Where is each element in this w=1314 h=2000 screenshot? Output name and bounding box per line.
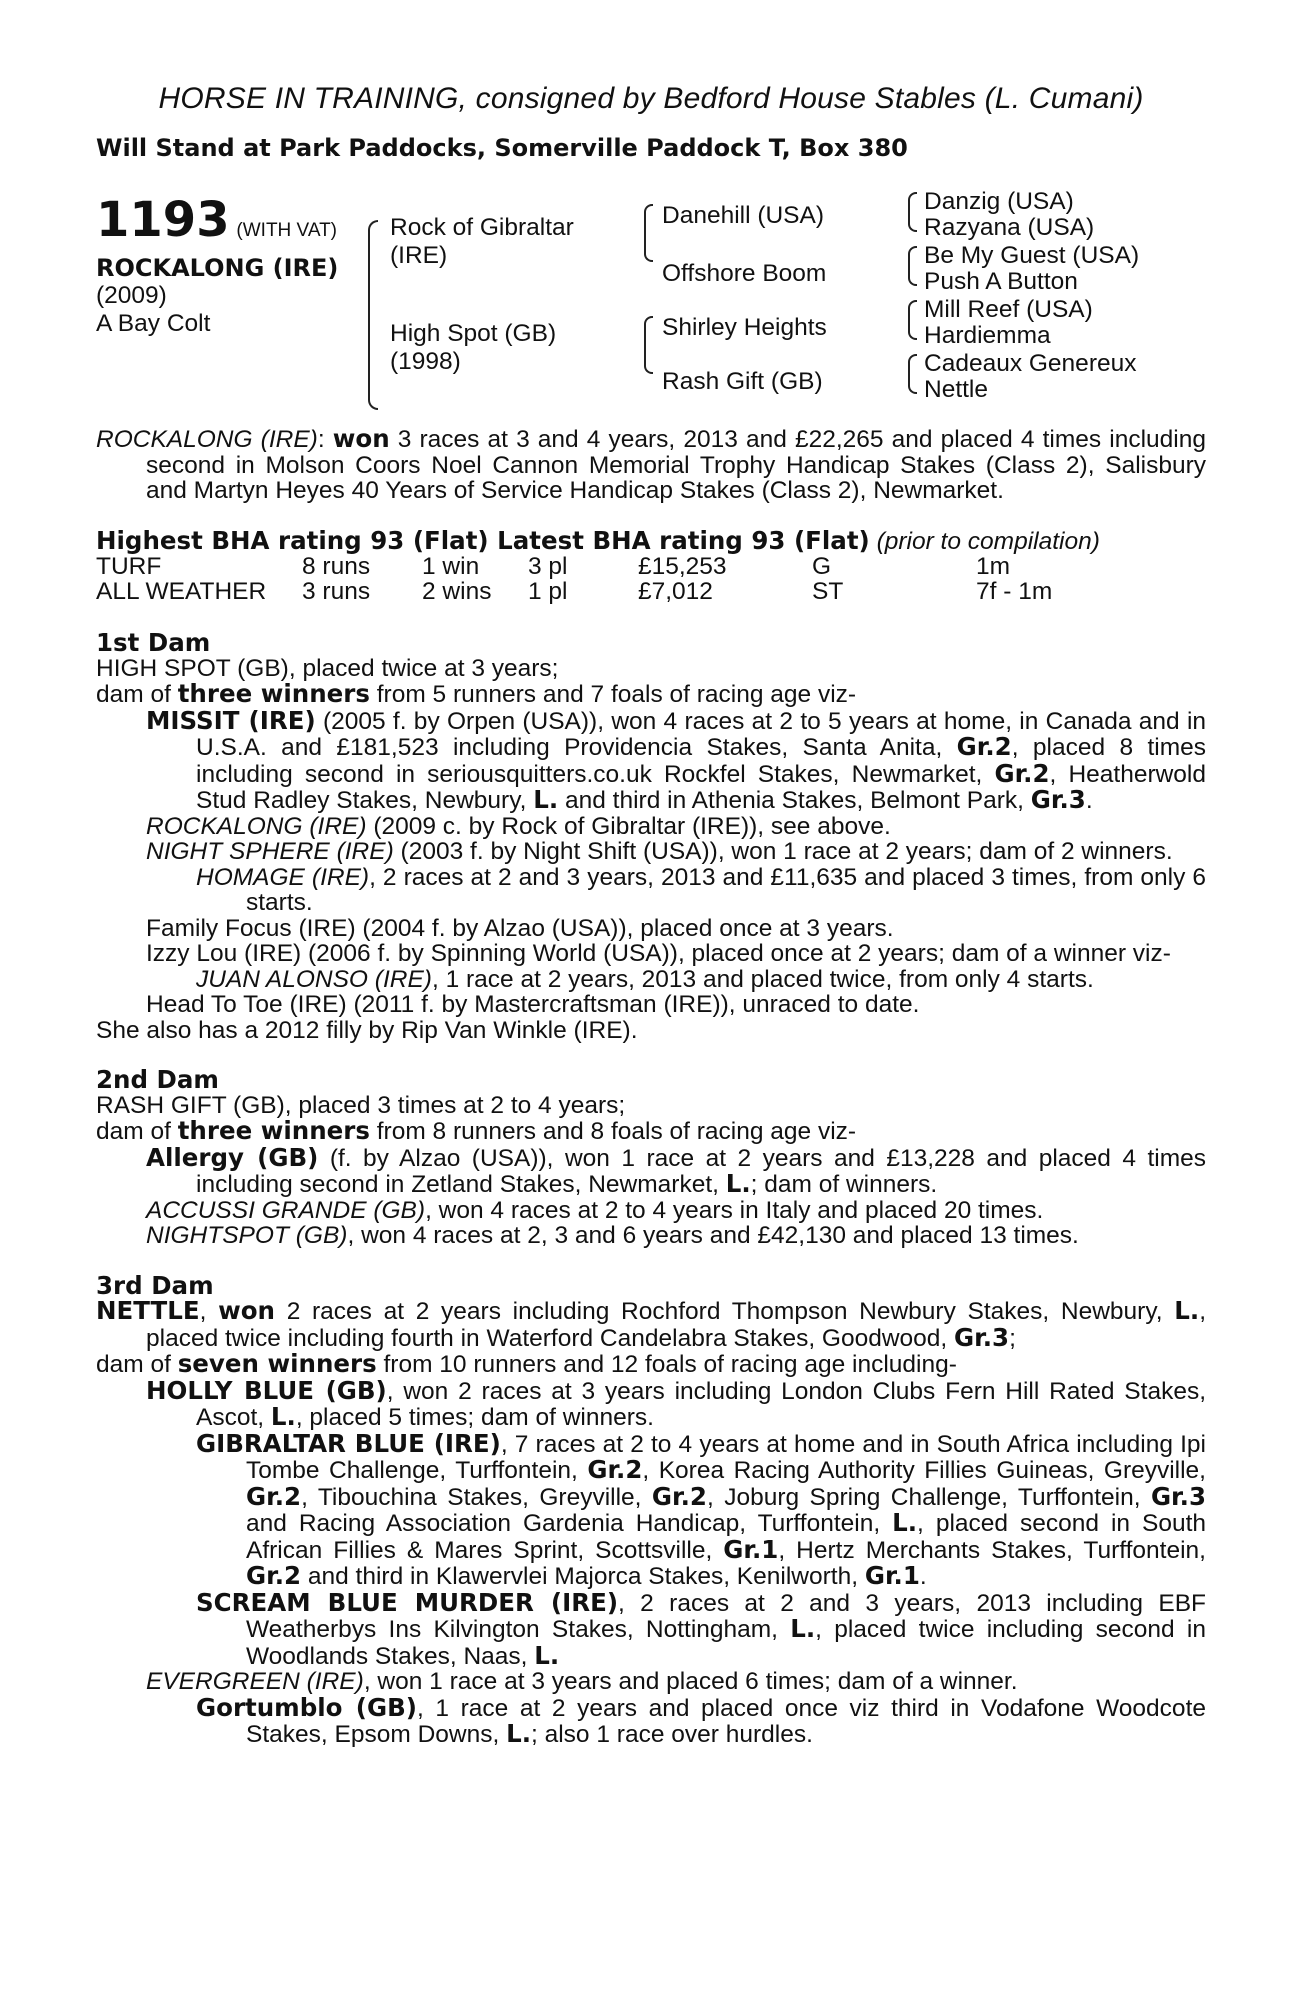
turf-going: G xyxy=(812,553,832,580)
sire: Rock of Gibraltar xyxy=(390,214,574,241)
turf-wins: 1 win xyxy=(422,553,480,580)
third-dam-produce-line: dam of seven winners from 10 runners and 12 foals of racing age including- xyxy=(96,1349,957,1378)
dam-parents-brace xyxy=(644,316,653,374)
ds-brace xyxy=(908,300,917,340)
first-dam-produce-line: dam of three winners from 5 runners and 7 foals of racing age viz- xyxy=(96,679,857,708)
sd-dam: Push A Button xyxy=(924,268,1078,295)
ss-brace xyxy=(908,192,917,232)
second-dam-produce-line: dam of three winners from 8 runners and 8 foals of racing age viz- xyxy=(96,1116,857,1145)
entry-nettle: NETTLE, won 2 races at 2 years including Rochford Thompson Newbury Stakes, Newbury, L., placed twice including fourth in Waterford Candelabra Stakes, Goodwood, Gr.3; xyxy=(96,1296,1206,1352)
catalogue-page xyxy=(96,82,1206,1748)
race-record xyxy=(96,426,1206,1748)
entry-gortumblo: Gortumblo (GB), 1 race at 2 years and placed once viz third in Vodafone Woodcote Stakes, Epsom Downs, L.; also 1 race over hurdles. xyxy=(196,1692,1206,1748)
summary-horse: ROCKALONG (IRE) xyxy=(96,426,318,453)
dd-brace xyxy=(908,354,917,394)
entry-missit: MISSIT (IRE) (2005 f. by Orpen (USA)), won 4 races at 2 to 5 years at home, in Canada and in U.S.A. and £181,523 including Providencia Stakes, Santa Anita, Gr.2, placed 8 times including second in seriousquitters.co.uk Rockfel Stakes, Newmarket, Gr.2, Heatherwold Stud Radley Stakes, Newbury, L. and third in Athenia Stakes, Belmont Park, Gr.3. xyxy=(146,705,1207,814)
aw-going: ST xyxy=(812,578,844,605)
horse-year: (2009) xyxy=(96,282,167,309)
ds-sire: Mill Reef (USA) xyxy=(924,296,1093,323)
entry-night-sphere: NIGHT SPHERE (IRE) (2003 f. by Night Shift (USA)), won 1 race at 2 years; dam of 2 winners. xyxy=(146,838,1173,865)
entry-holly-blue: HOLLY BLUE (GB), won 2 races at 3 years including London Clubs Fern Hill Rated Stakes, Ascot, L., placed 5 times; dam of winners. xyxy=(146,1375,1206,1431)
ss-dam: Razyana (USA) xyxy=(924,214,1095,241)
page-title: HORSE IN TRAINING, consigned by Bedford House Stables (L. Cumani) xyxy=(158,82,1144,115)
dam-year: (1998) xyxy=(390,348,461,375)
sire-sire: Danehill (USA) xyxy=(662,202,825,229)
first-dam-also: She also has a 2012 filly by Rip Van Winkle (IRE). xyxy=(96,1016,638,1044)
entry-family-focus: Family Focus (IRE) (2004 f. by Alzao (USA)), placed once at 3 years. xyxy=(146,914,894,942)
aw-prize: £7,012 xyxy=(638,578,713,605)
aw-distance: 7f - 1m xyxy=(976,578,1053,605)
vat-note: (WITH VAT) xyxy=(236,220,338,241)
stand-location: Will Stand at Park Paddocks, Somerville Paddock T, Box 380 xyxy=(96,134,908,162)
entry-allergy: Allergy (GB) (f. by Alzao (USA)), won 1 race at 2 years and £13,228 and placed 4 times including second in Zetland Stakes, Newmarket, L.; dam of winners. xyxy=(146,1142,1206,1198)
aw-surface: ALL WEATHER xyxy=(96,578,267,605)
dam: High Spot (GB) xyxy=(390,320,557,347)
turf-distance: 1m xyxy=(976,553,1011,580)
lot-number: 1193 xyxy=(96,192,230,248)
entry-gibraltar-blue: GIBRALTAR BLUE (IRE), 7 races at 2 to 4 years at home and in South Africa including Ipi Tombe Challenge, Turffontein, Gr.2, Korea Racing Authority Fillies Guineas, Greyville, Gr.2, Tibouchina Stakes, Greyville, Gr.2, Joburg Spring Challenge, Turffontein, Gr.3 and Racing Association Gardenia Handicap, Turffontein, L., placed second in South African Fillies & Mares Sprint, Scottsville, Gr.1, Hertz Merchants Stakes, Turffontein, Gr.2 and third in Klawervlei Majorca Stakes, Kenilworth, Gr.1. xyxy=(196,1428,1207,1590)
dd-dam: Nettle xyxy=(924,376,989,403)
aw-wins: 2 wins xyxy=(422,578,492,605)
horse-name: ROCKALONG (IRE) xyxy=(96,254,339,282)
summary-won: won xyxy=(332,424,390,453)
entry-head-to-toe: Head To Toe (IRE) (2011 f. by Mastercraftsman (IRE)), unraced to date. xyxy=(146,991,920,1018)
entry-accussi-grande: ACCUSSI GRANDE (GB), won 4 races at 2 to 4 years in Italy and placed 20 times. xyxy=(146,1196,1044,1224)
entry-rockalong: ROCKALONG (IRE) (2009 c. by Rock of Gibraltar (IRE)), see above. xyxy=(146,812,891,840)
ratings-table xyxy=(96,554,1206,606)
ss-sire: Danzig (USA) xyxy=(924,188,1074,215)
ds-dam: Hardiemma xyxy=(924,322,1051,349)
dam-dam: Rash Gift (GB) xyxy=(662,368,823,395)
entry-juan-alonso: JUAN ALONSO (IRE), 1 race at 2 years, 2013 and placed twice, from only 4 starts. xyxy=(196,965,1094,993)
dam-sire: Shirley Heights xyxy=(662,314,827,341)
horse-description: A Bay Colt xyxy=(96,310,211,337)
entry-evergreen: EVERGREEN (IRE), won 1 race at 3 years and placed 6 times; dam of a winner. xyxy=(146,1668,1018,1695)
aw-runs: 3 runs xyxy=(302,578,371,605)
turf-surface: TURF xyxy=(96,553,162,580)
pedigree-block xyxy=(96,188,1206,426)
entry-nightspot: NIGHTSPOT (GB), won 4 races at 2, 3 and 6 years and £42,130 and placed 13 times. xyxy=(146,1222,1079,1249)
third-dam-heading: 3rd Dam xyxy=(96,1270,214,1300)
entry-homage: HOMAGE (IRE), 2 races at 2 and 3 years, 2013 and £11,635 and placed 3 times, from only 6 starts. xyxy=(196,863,1206,916)
entry-izzy-lou: Izzy Lou (IRE) (2006 f. by Spinning World (USA)), placed once at 2 years; dam of a winner viz- xyxy=(146,940,1171,967)
lot-number-line xyxy=(96,192,338,248)
sire-dam-brace xyxy=(368,220,378,410)
second-dam-heading: 2nd Dam xyxy=(96,1065,219,1094)
first-dam-heading: 1st Dam xyxy=(96,628,211,657)
turf-placed: 3 pl xyxy=(528,553,568,580)
sd-brace xyxy=(908,246,917,286)
ratings-heading: Highest BHA rating 93 (Flat) Latest BHA rating 93 (Flat) (prior to compilation) xyxy=(96,525,1100,555)
sire-parents-brace xyxy=(644,204,653,262)
first-dam-line: HIGH SPOT (GB), placed twice at 3 years; xyxy=(96,654,559,682)
turf-prize: £15,253 xyxy=(638,553,727,580)
dd-sire: Cadeaux Genereux xyxy=(924,350,1137,377)
entry-scream-blue-murder: SCREAM BLUE MURDER (IRE), 2 races at 2 and 3 years, 2013 including EBF Weatherbys Ins Kilvington Stakes, Nottingham, L., placed twice including second in Woodlands Stakes, Naas, L. xyxy=(196,1587,1207,1670)
second-dam-line: RASH GIFT (GB), placed 3 times at 2 to 4 years; xyxy=(96,1091,626,1119)
sire-dam: Offshore Boom xyxy=(662,260,827,287)
summary-paragraph: ROCKALONG (IRE): won 3 races at 3 and 4 years, 2013 and £22,265 and placed 4 times including second in Molson Coors Noel Cannon Memorial Trophy Handicap Stakes (Class 2), Salisbury and Martyn Heyes 40 Years of Service Handicap Stakes (Class 2), Newmarket. xyxy=(96,424,1206,504)
sd-sire: Be My Guest (USA) xyxy=(924,242,1140,269)
aw-placed: 1 pl xyxy=(528,578,568,605)
turf-runs: 8 runs xyxy=(302,553,371,580)
sire-suffix: (IRE) xyxy=(390,242,448,269)
